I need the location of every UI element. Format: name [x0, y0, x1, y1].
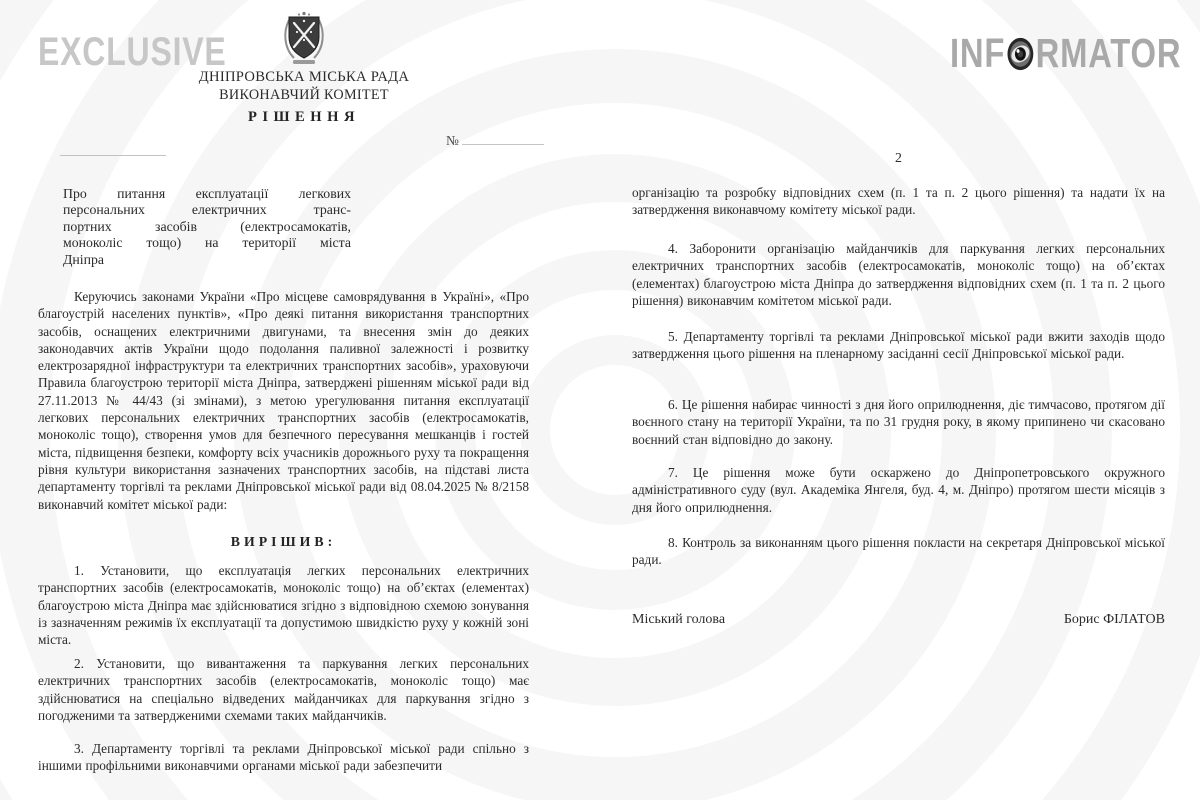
decision-item-8: 8. Контроль за виконанням цього рішення покласти на секретаря Дніпровської міської ради.	[632, 535, 1165, 568]
title-line: портних засобів (електросамокатів,	[63, 218, 351, 234]
document-type: РІШЕННЯ	[247, 109, 361, 125]
committee-name: ВИКОНАВЧИЙ КОМІТЕТ	[219, 87, 389, 103]
number-blank-line	[462, 132, 544, 145]
informator-text-prefix: INF	[950, 30, 1006, 76]
document-title	[63, 186, 351, 268]
number-label: №	[446, 133, 459, 148]
decision-item-6: 6. Це рішення набирає чинності з дня його оприлюднення, діє тимчасово, протягом дії воєнного стану на території України, та по 31 грудня року, в якому припинено чи скасовано воєнний стан відповідно до закону.	[632, 397, 1165, 447]
decision-item-7: 7. Це рішення може бути оскаржено до Дніпропетровського окружного адміністративного суду (вул. Академіка Янгеля, буд. 4, м. Дніпро) протягом шести місяців з дня його оприлюднення.	[632, 465, 1165, 515]
date-blank-line	[60, 141, 166, 156]
exclusive-watermark: EXCLUSIVE	[38, 30, 227, 74]
title-line: Про питання експлуатації легкових	[63, 186, 351, 201]
decision-item-3: 3. Департаменту торгівлі та реклами Дніпровської міської ради спільно з іншими профільними виконавчими органами міської ради забезпечити	[38, 741, 529, 774]
continuation-paragraph: організацію та розробку відповідних схем (п. 1 та п. 2 цього рішення) та надати їх на затвердження виконавчому комітету міської ради.	[632, 185, 1165, 218]
signature-name: Борис ФІЛАТОВ	[1063, 612, 1165, 627]
page-number: 2	[895, 150, 902, 165]
preamble-paragraph: Керуючись законами України «Про місцеве самоврядування в Україні», «Про благоустрій населених пунктів», «Про деякі питання використання транспортних засобів, оснащених електричними двигунами, та внесення змін до деяких законодавчих актів України щодо подолання паливної залежності і розвитку електрозарядної інфраструктури та електричних транспортних засобів», ураховуючи Правила благоустрою території міста Дніпра, затверджені рішенням міської ради від 27.11.2013 № 44/43 (зі змінами), з метою урегулювання питання експлуатації легкових персональних електричних транспортних засобів (електросамокатів, моноколіс тощо), створення умов для безпечного пересування мешканців і гостей міста, підвищення безпеки, комфорту всіх учасників дорожнього руху та покращення рівня культури використання зазначених транспортних засобів, на підставі листа департаменту торгівлі та реклами Дніпровської міської ради від 08.04.2025 № 8/2158 виконавчий комітет міської ради:	[38, 289, 529, 512]
resolved-heading: ВИРІШИВ:	[230, 534, 337, 549]
signature-position: Міський голова	[632, 612, 726, 627]
decision-item-4: 4. Заборонити організацію майданчиків для паркування легких персональних електричних транспортних засобів (електросамокатів, моноколіс тощо) на об’єктах (елементах) благоустрою міста Дніпра до затвердження відповідних схем (п. 1 та п. 2 цього рішення) виконавчим комітетом міської ради.	[632, 241, 1165, 308]
decision-item-1: 1. Установити, що експлуатація легких персональних електричних транспортних засобів (електросамокатів, моноколіс тощо) на об’єктах (елементах) благоустрою міста Дніпра має здійснюватися згідно з відповідною схемою зонування із зазначенням режимів їх експлуатації та допустимою швидкістю руху у кожній зоні міста.	[38, 563, 529, 648]
informator-text-suffix: RMATOR	[1035, 30, 1182, 76]
title-line: персональних електричних транс-	[63, 202, 351, 218]
informator-logo	[950, 30, 1181, 77]
dnipro-coat-of-arms-icon	[281, 10, 327, 66]
informator-eye-icon	[1007, 37, 1034, 71]
council-name: ДНІПРОВСЬКА МІСЬКА РАДА	[198, 69, 410, 85]
decision-item-5: 5. Департаменту торгівлі та реклами Дніпровської міської ради вжити заходів щодо затвердження цього рішення на пленарному засіданні сесії Дніпровської міської ради.	[632, 329, 1165, 362]
title-line: Дніпра	[63, 251, 105, 267]
title-line: моноколіс тощо) на території міста	[63, 235, 351, 251]
decision-item-2: 2. Установити, що вивантаження та паркування легких персональних електричних транспортних засобів (електросамокатів, моноколіс тощо) має здійснюватися на спеціально відведених майданчиках для паркування згідно з погодженими та затвердженими схемами таких майданчиків.	[38, 656, 529, 723]
number-line	[446, 132, 544, 149]
signature-block	[632, 612, 1165, 628]
